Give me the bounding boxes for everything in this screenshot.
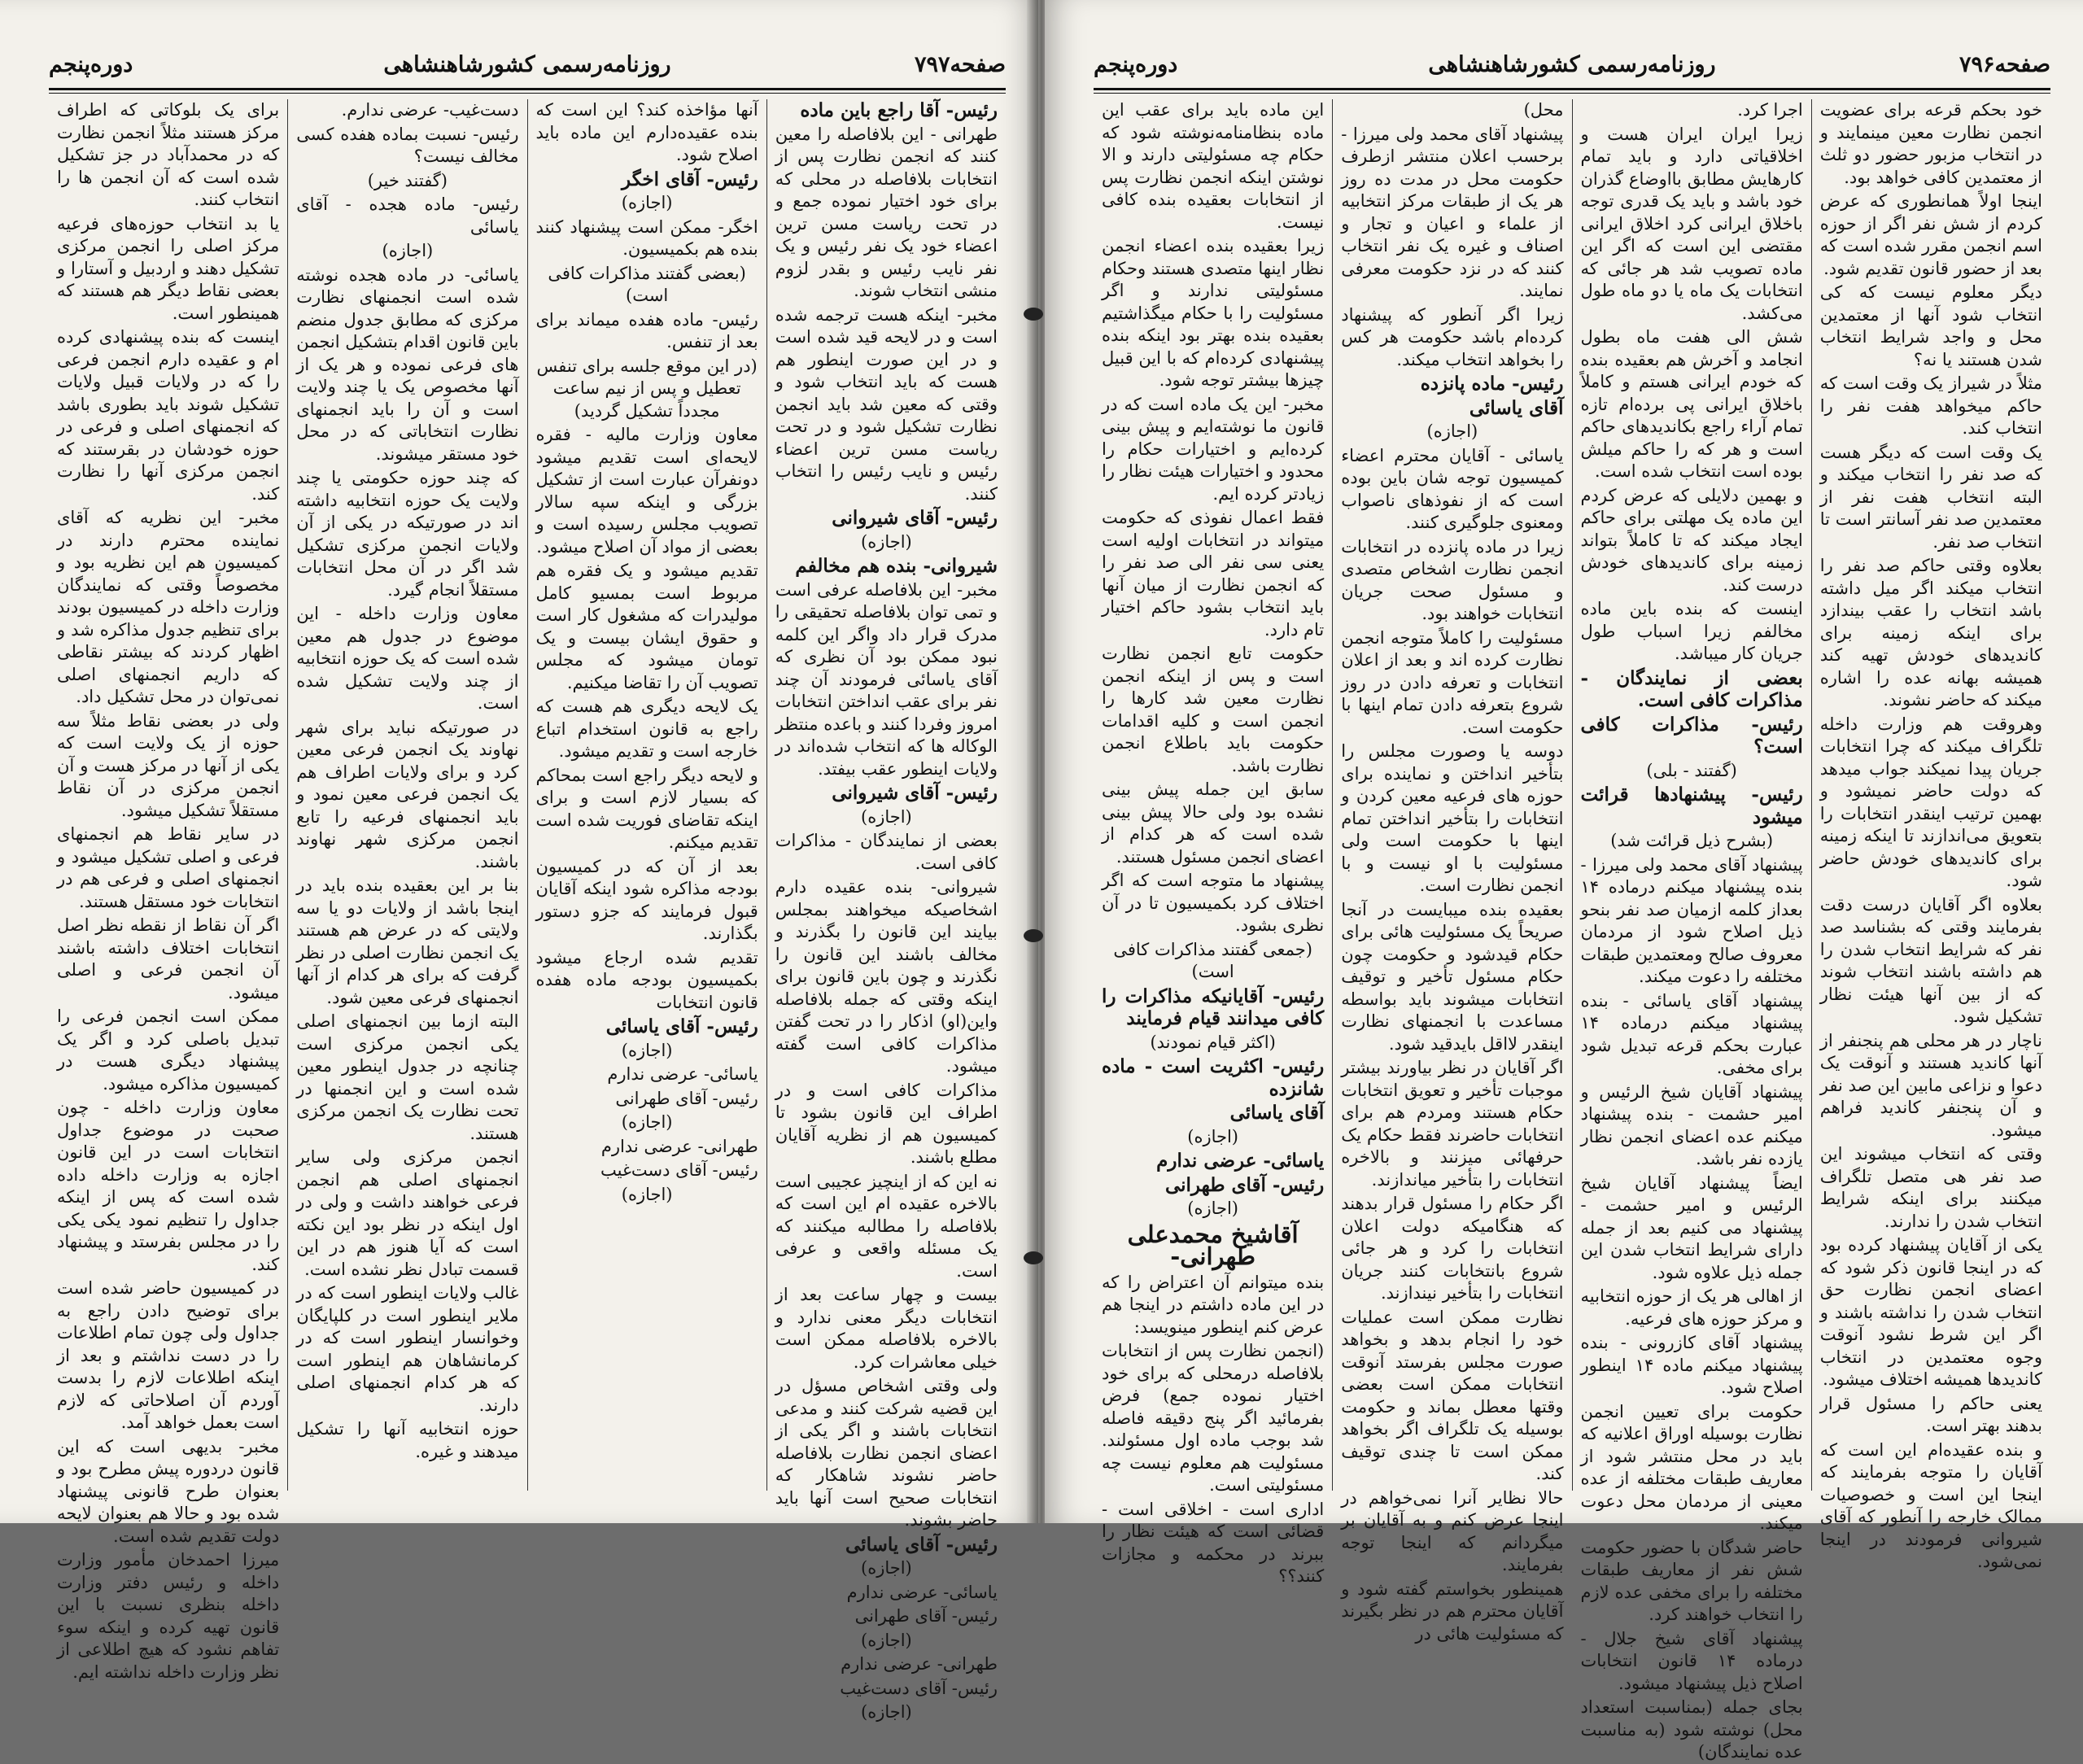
paragraph: نه این که از اینچیز عجیبی است بالاخره عقیده ام این است که بلافاصله را مطالبه میکنند که یک مسئله واقعی و عرفی است. [775,1171,998,1281]
paragraph: ایضاً پیشنهاد آقایان شیخ الرئیس و امیر حشمت - پیشنهاد می کنیم بعد از جمله دارای شرایط انتخاب شدن این جمله ذیل علاوه شود. [1580,1172,1803,1282]
paragraph: پیشنهاد ما متوجه است که اگر اختلاف کرد بکمیسیون تا در آن نظری بشود. [1102,871,1325,935]
speaker-line: رئیس- آقا راجع باین ماده [800,99,998,121]
paragraph: رئیس- آقای دست‌غیب [600,1160,758,1180]
paragraph: مخبر- این بلافاصله عرفی است و تمی توان بلافاصله تحقیقی را مدرک قرار داد واگر این کلمه نبود ممکن بود آن نظری که آقای یاسائی فرمودند آن چند نفر برای عقب انداختن انتخابات امروز وفردا کنند و باعده منتظر الوکاله ها که انتخاب شده‌اند در ولایات اینطور عقب بیفتد. [775,579,998,779]
paragraph: یک وقت است که دیگر هست که صد نفر را انتخاب میکند و البته انتخاب هفت نفر از معتمدین صد نفر آسانتر است تا انتخاب صد نفر. [1819,442,2042,552]
stage-note: (اجازه) [1187,1199,1238,1218]
paragraph: اینجا اولاً همانطوری که عرض کردم از شش نفر اگر از حوزه اسم انجمن مقرر شده است که بعد از حضور قانون تقدیم شود. [1819,191,2042,278]
text-column [287,99,526,1491]
paragraph: ممکن است انجمن فرعی را تبدیل باصلی کرد و اگر یک پیشنهاد دیگری هست در کمیسیون مذاکره میشود. [57,1006,280,1094]
paragraph: بعلاوه وقتی حاکم صد نفر را انتخاب میکند اگر میل داشته باشد انتخاب را عقب بیندازد برای اینکه زمینه برای کاندیدهای خودش تهیه کند همیشه بهانه عده را اشاره میکند که حاضر نشوند. [1819,556,2042,710]
paragraph: یک لایحه دیگری هم هست که راجع به قانون استخدام اتباع خارجه است و تقدیم میشود. [535,696,758,761]
column-grid [49,99,1006,1722]
paragraph: یاسائی - آقایان محترم اعضاء کمیسیون توجه شان باین بوده است که از نفوذهای ناصواب ومعنوی جلوگیری کنند. [1341,445,1564,532]
stage-note: (بعضی گفتند مذاکرات کافی است) [548,263,746,305]
paragraph: یاسائی- عرضی ندارم [846,1582,998,1602]
paragraph: و لایحه دیگر راجع است بمحاکم که بسیار لازم است و برای اینکه تقاضای فوریت شده است تقدیم میکنم. [535,765,758,852]
paragraph: در کمیسیون حاضر شده است برای توضیح دادن راجع به جداول ولی چون تمام اطلاعات را در دست نداشتم و بعد از اینکه اطلاعات لازم را بدست آوردم آن اصلاحاتی که لازم است بعمل خواهد آمد. [57,1278,280,1432]
paragraph: سابق این جمله پیش بینی نشده بود ولی حالا پیش بینی شده است که هر کدام از اعضای انجمن مسئول هستند. [1102,779,1325,867]
stage-note: (اجازه) [621,193,673,212]
paragraph: غالب ولایات اینطور است که در ملایر اینطور است در کلپایگان وخوانسار اینطور است که در کرمانشاهان هم اینطور است که هر کدام انجمنهای اصلی دارند. [296,1283,519,1415]
paragraph: طهرانی- عرضی ندارم [600,1136,758,1156]
page-number: صفحه۷۹۷ [914,52,1006,77]
column-grid [1094,99,2050,1762]
paragraph: رئیس- آقای طهرانی [854,1606,998,1626]
speaker-line: شیروانی- بنده هم مخالفم [795,555,998,577]
paragraph: رئیس- ماده هفده میماند برای بعد از تنفس. [535,309,758,351]
paragraph: مخبر- اینکه هست ترجمه شده است و در لایحه قید شده است و در این صورت اینطور هم هست که باید انتخاب شود و وقتی که معین شد باید انجمن نظارت تشکیل شود و در تحت ریاست مسن ترین اعضاء رئیس و نایب رئیس را انتخاب کنند. [775,304,998,504]
stage-note: (اجازه) [861,1630,912,1650]
paragraph: بعد از آن که در کمیسیون بودجه مذاکره شود اینکه آقایان قبول فرمایند که جزو دستور بگذارند. [535,856,758,943]
paragraph: طهرانی- عرضی ندارم [841,1654,998,1674]
paragraph: این ماده باید برای عقب این ماده بنظامنامه‌نوشته شود که حکام چه مسئولیتی دارند و الا نوشتن اینکه انجمن نظارت پس از انتخابات بعقیده بنده کافی نیست. [1102,100,1325,232]
paragraph: حکومت تابع انجمن نظارت است و پس از اینکه انجمن نظارت معین شد کارها را انجمن است و کلیه اقدامات حکومت باید باطلاع انجمن نظارت باشد. [1102,644,1325,775]
speaker-line: رئیس- آقای اخگر [622,168,758,190]
paragraph: رئیس- آقای طهرانی [615,1088,758,1108]
paragraph: ناچار در هر محلی هم پنجنفر از آنها کاندید هستند و آنوقت یک دعوا و نزاعی مابین این صد نفر و آن پنجنفر کاندید فراهم میشود. [1819,1030,2042,1140]
speaker-line: رئیس- آقای شیروانی [832,782,998,804]
stage-note: (گفتند خیر) [367,170,448,190]
stage-note: (جمعی گفتند مذاکرات کافی است) [1113,939,1312,981]
paragraph: دیگر معلوم نیست که کی انتخاب شود آنها از معتمدین محل و واجد شرایط انتخاب شدن هستند یا نه؟ [1819,282,2042,369]
paragraph: از اهالی هر یک از حوزه انتخابیه و مرکز حوزه های فرعیه. [1580,1286,1803,1329]
speaker-line: رئیس- مذاکرات کافی است؟ [1580,713,1803,758]
text-column [1094,99,1332,1586]
paragraph: اینست که بنده پیشنهادی کرده ام و عقیده دارم انجمن فرعی را که در ولایات قبیل ولایات تشکیل شوند باید بطوری باشد که انجمنهای اصلی و فرعی در حوزه خودشان در بقرستند که انجمن مرکزی آنها را نظارت کند. [57,327,280,504]
paragraph: طهرانی - این بلافاصله را معین کنند که انجمن نظارت پس از انتخابات بلافاصله در محلی که برای خود اختیار نموده جمع و در تحت ریاست مسن ترین اعضاء خود یک نفر رئیس و یک نفر نایب رئیس و بقدر لزوم منشی انتخاب شوند. [775,124,998,300]
speaker-line: یاسائی- عرضی ندارم [1156,1150,1325,1172]
paragraph: بنا بر این بعقیده بنده باید در اینجا باشد از ولایات دو یا سه ولایتی که در عرض هم هستند یک انجمن نظارت اصلی در نظر گرفت که برای هر کدام از آنها انجمنهای فرعی معین شود. [296,875,519,1007]
binding-mark [1024,929,1043,942]
paragraph: بعضی از نمایندگان - مذاکرات کافی است. [775,831,998,873]
stage-note: (اجازه) [621,1184,673,1204]
paragraph: مخبر- این نظریه که آقای نماینده محترم دارند در کمیسیون هم این نظریه بود و مخصوصاً وقتی که نمایندگان وزارت داخله در کمیسیون بودند برای تنظیم جدول مذاکره شد و اظهار کردند که بیشتر نقاطی که داریم انجمنهای اصلی نمی‌توان در محل تشکیل داد. [57,508,280,706]
stage-note: (اجازه) [861,531,912,552]
speaker-line: رئیس- آقایانیکه مذاکرات را کافی میدانند قیام فرمایند [1102,985,1325,1029]
paragraph: حکومت برای تعیین انجمن نظارت بوسیله اوراق اعلانیه که باید در محل منتشر شود از معاریف طبقات مختلفه از عده معینی از مردمان محل دعوت میکند. [1580,1401,1803,1533]
stage-note: (اجازه) [861,1702,912,1722]
paragraph: بعلاوه اگر آقایان درست دقت بفرمایند وقتی که بشناسد صد نفر که شرایط انتخاب شدن را هم داشته باشند انتخاب شوند که از بین آنها هیئت نظار تشکیل شود. [1819,894,2042,1026]
speaker-line: بعضی از نمایندگان - مذاکرات کافی است. [1580,666,1803,711]
paragraph: پیشنهاد آقای محمد ولی میرزا - برحسب اعلان منتشر ازطرف حکومت محل در مدت ده روز هر یک از طبقات مرکز انتخابیه از علماء و اعیان و تجار و اصناف و غیره یک نفر انتخاب کنند که در نزد حکومت معرفی نمایند. [1341,124,1564,300]
text-column [527,99,766,1491]
paragraph: زیرا بعقیده بنده اعضاء انجمن نظار اینها متصدی هستند وحکام مسئولیتی ندارند و اگر مسئولیت را با حکام میگذاشتیم بعقیده بنده بهتر بود اینکه بنده پیشنهادی کرده‌ام که با این قبیل چیزها بیشتر توجه شود. [1102,236,1325,390]
paragraph: حالا نظایر آنرا نمی‌خواهم در اینجا عرض کنم و به آقایان بر میگردانم که اینجا توجه بفرمایند. [1341,1487,1564,1574]
paragraph: دست‌غیب- عرضی ندارم. [341,100,519,120]
paragraph: محل) [1523,100,1564,120]
paragraph: اینست که بنده باین ماده مخالفم زیرا اسباب طول جریان کار میباشد. [1580,599,1803,663]
speaker-line: رئیس- پیشنهادها قرائت میشود [1580,784,1803,828]
page-number: صفحه۷۹۶ [1959,52,2050,77]
paragraph: بعقیده بنده میبایست در آنجا صریحاً یک مسئولیت هائی برای حکام قیدشود و حکومت چون حکام مسئول تأخیر و توقیف انتخابات میشوند باید بواسطه مساعدت با انجمنهای نظارت اینقدر لااقل بایدقید شود. [1341,899,1564,1054]
paragraph: معاون وزارت مالیه - فقره لایحه‌ای است تقدیم میشود دونفرآن عبارت است از تشکیل بزرگی و اینکه سپه سالار تصویب مجلس رسیده است و بعضی از مواد آن اصلاح میشود. [535,425,758,557]
speaker-line: آقای یاسائی [1469,396,1564,419]
stage-note: (در این موقع جلسه برای تنفس تعطیل و پس از نیم ساعت مجدداً تشکیل گردید) [536,356,758,421]
paragraph: معاون وزارت داخله - چون صحبت در موضوع جداول انتخابات است در این قانون اجازه به وزارت داخله داده شده است که پس از اینکه جداول را تنظیم نمود یکی یکی را در مجلس بفرستد و پیشنهاد کند. [57,1098,280,1274]
paragraph: ولی در بعضی نقاط مثلاً سه حوزه از یک ولایت است که یکی از آنها در مرکز هست و آن انجمن مرکزی در آن نقاط مستقلاً تشکیل میشود. [57,710,280,820]
text-column [1332,99,1571,1644]
paragraph: مذاکرات کافی است و در اطراف این قانون بشود تا کمیسیون هم از نظریه آقایان مطلع باشند. [775,1080,998,1167]
paragraph: آنها مؤاخذه کند؟ این است که بنده عقیده‌دار‌م این ماده باید اصلاح شود. [535,100,758,164]
stage-note: (بشرح ذیل قرائت شد) [1610,831,1774,850]
paragraph: همینطور بخواستم گفته شود و آقایان محترم هم در نظر بگیرند که مسئولیت هائی در [1341,1578,1564,1644]
paragraph: البته ازما بین انجمنهای اصلی یکی انجمن مرکزی است چنانچه در جدول اینطور معین شده است و این انجمنها در تحت نظارت یک انجمن مرکزی هستند. [296,1011,519,1143]
paragraph: مخبر- بدیهی است که این قانون دردوره پیش مطرح بود و بعنوان طرح قانونی پیشنهاد شده بود و حالا هم بعنوان لایحه دولت تقدیم شده است. [57,1436,280,1546]
text-column [1572,99,1811,1762]
paragraph: رئیس- آقای دست‌غیب [840,1678,998,1698]
paragraph: و بهمین دلایلی که عرض کردم این ماده یک مهلتی برای حاکم ایجاد میکند که تا کاملاً بتواند زمینه برای کاندیدهای خودش درست کند. [1580,485,1803,595]
paragraph: اداری است - اخلاقی است - قضائی است که هیئت نظار را ببرند در محکمه و مجازات کنند؟؟ [1102,1499,1325,1586]
paragraph: اگر آقایان در نظر بیاورند بیشتر موجبات تأخیر و تعویق انتخابات حکام هستند ومردم هم برای انتخابات حاضرند فقط حکام یک حرفهائی میزنند و بالاخره انتخابات را بتأخیر میاندازند. [1341,1058,1564,1190]
stage-note: (اجازه) [1187,1126,1238,1146]
header-rule-thin [49,93,1006,94]
paragraph: برای یک بلوکاتی که اطراف مرکز هستند مثلاً انجمن نظارت که در محمدآباد در جز تشکیل شده است که آن انجمن ها را انتخاب کنند. [57,100,280,209]
paragraph: که چند حوزه حکومتی یا چند ولایت یک حوزه انتخابیه داشته اند در صورتیکه در یکی از آن ولایات انجمن مرکزی تشکیل شد اگر در آن محل انتخابات مستقلاً انجام گیرد. [296,468,519,600]
stage-note: (اجازه) [861,1558,912,1578]
paragraph: یاسائی- در ماده هجده نوشته شده است انجمنهای نظارت مرکزی که مطابق جدول منضم باین قانون اقدام بتشکیل انجمن های فرعی نموده و هر یک از آنها مخصوص یک یا چند ولایت است و آن را باید انجمنهای نظارت انتخاباتی که در محل خود مستقر میشوند. [296,264,519,464]
paragraph: زیرا در ماده پانزده در انتخابات انجمن نظارت اشخاص متصدی و مسئول صحت جریان انتخابات خواهند بود. [1341,536,1564,623]
speaker-line: رئیس- اکثریت است - ماده شانزده [1102,1055,1325,1100]
paragraph: یکی از آقایان پیشنهاد کرده بود که در اینجا قانون ذکر شود که اعضای انجمن نظارت حق انتخاب شدن را نداشته باشند و اگر این شرط نشود آنوقت وجوه معتمدین در انتخاب کاندیدها همیشه اختلاف میشود. [1819,1235,2042,1389]
paragraph: وهروقت هم وزارت داخله تلگراف میکند که چرا انتخابات جریان پیدا نمیکند جواب میدهد که دولت حاضر نمیشود و بهمین ترتیب اینقدر انتخابات را بتعویق می‌اندازند تا اینکه زمینه برای کاندیدهای خودش حاضر شود. [1819,714,2042,890]
paragraph: یاسائی- عرضی ندارم [607,1064,758,1084]
paragraph: میرزا احمدخان مأمور وزارت داخله و رئیس دفتر وزارت داخله بنظری نسبت با این قانون تهیه کرده و اینکه سوء تفاهم نشود که هیچ اطلاعی از نظر وزارت داخله نداشته ایم. [57,1550,280,1682]
paragraph: شش الی هفت ماه بطول انجامد و آخرش هم بعقیده بنده که خودم ایرانی هستم و کاملاً باخلاق ایرانی پی برده‌ام تازه تمام آراء راجع بکاندیدهای حاکم است و هر که را حاکم میلش بوده است انتخاب شده است. [1580,327,1803,481]
paragraph: وقتی که انتخاب میشوند این صد نفر هی متصل تلگراف میکنند برای اینکه شرایط انتخاب شدن را ندارند. [1819,1144,2042,1231]
paragraph: اگر آن نقاط از نقطه نظر اصل انتخابات اختلاف داشته باشند آن انجمن فرعی و اصلی میشود. [57,915,280,1002]
paragraph: (انجمن نظارت پس از انتخابات بلافاصله درمحلی که برای خود اختیار نموده جمع) فرض بفرمائید اگر پنج دقیقه فاصله شد بوجب ماده اول مسئولند. مسئولیت هم معلوم نیست چه مسئولیتی است. [1102,1341,1325,1495]
speaker-line: رئیس- آقای طهرانی [1164,1173,1325,1196]
paragraph: معاون وزارت داخله - این موضوع در جدول هم معین شده است که یک حوزه انتخابیه از چند ولایت تشکیل شده است. [296,604,519,713]
paragraph: خود بحکم قرعه برای عضویت انجمن نظارت معین مینمایند و در انتخاب مزبور حضور دو ثلث از معتمدین کافی خواهد بود. [1819,100,2042,187]
paragraph: پیشنهاد آقای محمد ولی میرزا - بنده پیشنهاد میکنم درماده ۱۴ بعداز کلمه ازمیان صد نفر بنحو ذیل اصلاح شود از مردمان معروف صالح ومعتمدین طبقات مختلفه را دعوت میکند. [1580,854,1803,986]
paragraph: تقدیم شده ارجاع میشود بکمیسیون بودجه ماده هفده قانون انتخابات [535,947,758,1012]
left-page [0,0,1038,1722]
left-page-header [49,47,1006,86]
paragraph: یا بد انتخاب حوزه‌های فرعیه مرکز اصلی را انجمن مرکزی تشکیل دهند و اردبیل و آستارا و بعضی نقاط دیگر هم هستند که همینطور است. [57,213,280,323]
stage-note: (اجازه) [861,806,912,827]
stage-note: (اجازه) [621,1112,673,1132]
speaker-heading: آقاشیخ محمدعلی طهرانی- [1127,1220,1299,1270]
paragraph: پیشنهاد آقای یاسائی - بنده پیشنهاد میکنم درماده ۱۴ عبارت بحکم قرعه تبدیل شود برای مخفی. [1580,990,1803,1077]
paragraph: حاضر شدگان با حضور حکومت شش نفر از معاریف طبقات مختلفه را برای مخفی عده لازم را انتخاب خواهند کرد. [1580,1537,1803,1624]
paragraph: شیروانی- بنده عقیده دارم اشخاصیکه میخواهند بمجلس بیایند این قانون را بگذرند و مخالف باشند این قانون را نگذرند و چون باین قانون برای اینکه وقتی که جمله بلافاصله واین‌(او) اذکار را در تحت گفتن مذاکرات کافی است گفته میشود. [775,877,998,1076]
right-page [1045,0,2083,1762]
paragraph: ولی وقتی اشخاص مسؤل در این قضیه شرکت کنند و مدعی انتخابات باشند و اگر یکی از اعضای انجمن نظارت بلافاصله حاضر نشوند شاهکار که انتخابات صحیح است آنها باید حاضر بشوند. [775,1376,998,1530]
right-page-header [1094,47,2050,86]
paragraph: زیرا ایران ایران هست و اخلاقیاتی دارد و باید تمام کارهایش مطابق بااوضاع گذران خود باشد و باید یک قدری توجه باخلاق ایرانی کرد اخلاق ایرانی مقتضی این است که اگر این ماده تصویب شد هر جائی که انتخابات یک ماه یا دو ماه طول می‌کشد. [1580,124,1803,323]
paragraph: بیست و چهار ساعت بعد از انتخابات دیگر معنی ندارد و بالاخره بلافاصله ممکن است خیلی معاشرات کرد. [775,1285,998,1372]
header-rule [49,88,1006,90]
masthead-title: روزنامه‌رسمی کشورشاهنشاهی [1428,52,1716,77]
paragraph: زیرا اگر آنطور که پیشنهاد کرده‌ام باشد حکومت هر کس را بخواهد انتخاب میکند. [1341,304,1564,369]
paragraph: اجرا کرد. [1737,100,1803,120]
paragraph: پیشنهاد آقای شیخ جلال - درماده ۱۴ قانون انتخابات اصلاح ذیل پیشنهاد میشود. [1580,1628,1803,1693]
paragraph: پیشنهاد آقای کازرونی - بنده پیشنهاد میکنم ماده ۱۴ اینطور اصلاح شود. [1580,1333,1803,1397]
speaker-line: آقای یاسائی [1229,1102,1325,1124]
stage-note: (اجازه) [621,1040,673,1060]
text-column [766,99,1006,1722]
paragraph: رئیس- ماده هجده - آقای یاسائی [296,194,519,237]
paragraph: پیشنهاد آقایان شیخ الرئیس و امیر حشمت - بنده پیشنهاد میکنم عده اعضای انجمن نظار یازده نفر باشد. [1580,1081,1803,1168]
header-rule-thin [1094,93,2050,94]
paragraph: در سایر نقاط هم انجمنهای فرعی و اصلی تشکیل میشود و انجمنهای اصلی و فرعی هم در انتخابات خود مستقل هستند. [57,824,280,911]
masthead-title: روزنامه‌رسمی کشورشاهنشاهی [383,52,671,77]
paragraph: انجمن مرکزی ولی سایر انجمنهای اصلی هم انجمن فرعی خواهند داشت و ولی در اول اینکه در نظر بود این نکته است که آیا هنوز هم در این قسمت تبادل نظر نشده است. [296,1147,519,1279]
paragraph: دوسه یا وصورت مجلس را بتأخیر انداختن و نماینده برای حوزه های فرعیه معین کردن و انتخابات را بتأخیر انداختن تمام اینها با حکومت است ولی مسئولیت با او نیست و با انجمن نظارت است. [1341,741,1564,895]
text-column [1811,99,2050,1571]
paragraph: در صورتیکه نباید برای شهر نهاوند یک انجمن فرعی معین کرد و برای ولایات اطراف هم یک انجمن فرعی معین نمود و باید انجمنهای فرعیه را تابع انجمن مرکزی شهر نهاوند باشند. [296,717,519,871]
paragraph: فقط اعمال نفوذی که حکومت میتواند در انتخابات اولیه است یعنی سی نفر الی صد نفر را که انجمن نظارت از میان آنها باید انتخاب بشود حاکم اختیار تام دارد. [1102,508,1325,640]
paragraph: بجای جمله (بمناسبت استعداد محل) نوشته شود (به مناسبت عده نمایندگان) [1580,1697,1803,1762]
speaker-line: رئیس- آقای یاسائی [845,1533,998,1556]
stage-note: (گفتند - بلی) [1646,760,1737,780]
speaker-line: رئیس- ماده پانزده [1420,373,1564,395]
speaker-line: رئیس- آقای شیروانی [832,507,998,529]
paragraph: و بنده عقیده‌ام این است که آقایان را متوجه بفرمایند که اینجا این است و خصوصیات ممالک خارجه را آنطور که آقای شیروانی فرمودند در اینجا نمی‌شود. [1819,1439,2042,1571]
paragraph: رئیس- نسبت بماده هفده کسی مخالف نیست؟ [296,124,519,166]
paragraph: اخگر- ممکن است پیشنهاد کنند بنده هم بکمیسیون. [535,216,758,259]
paragraph: بنده میتوانم آن اعتراض را که در این ماده داشتم در اینجا هم عرض کنم اینطور مینویسد: [1102,1272,1325,1337]
series-label: دوره‌پنجم [1094,52,1178,77]
binding-mark [1024,1251,1043,1264]
paragraph: مخبر- این یک ماده است که در قانون ما نوشته‌ایم و پیش بینی کرده‌ایم و اختیارات حکام را محدود و اختیارات هیئت نظار را زیادتر کرده ایم. [1102,394,1325,504]
paragraph: نظارت ممکن است عملیات خود را انجام بدهد و بخواهد صورت مجلس بفرستد آنوقت انتخابات ممکن است بعضی وقتها معطل بماند و حکومت بوسیله یک تلگراف اگر بخواهد ممکن است تا چندی توقیف کند. [1341,1307,1564,1483]
paragraph: تقدیم میشود و یک فقره هم مربوط است بمسیو کامل مولیدرات که مشغول کار است و حقوق ایشان بیست و یک تومان میشود که مجلس تصویب آن را تقاضا میکنیم. [535,561,758,692]
paragraph: مسئولیت را کاملاً متوجه انجمن نظارت کرده اند و بعد از اعلان انتخابات و تعرفه دادن در روز شروع بتعرفه دادن تمام اینها با حکومت است. [1341,627,1564,737]
binding-mark [1024,308,1043,321]
paragraph: اگر حکام را مسئول قرار بدهند که هنگامیکه دولت اعلان انتخابات را کرد و هر جائی شروع بانتخابات کنند جریان انتخابات را بتأخیر نیندازند. [1341,1194,1564,1303]
stage-note: (اجازه) [382,241,434,260]
text-column [49,99,287,1682]
speaker-line: رئیس- آقای یاسائی [605,1015,758,1037]
series-label: دوره‌پنجم [49,52,133,77]
paragraph: یعنی حاکم را مسئول قرار بدهند بهتر است. [1819,1393,2042,1435]
paragraph: حوزه انتخابیه آنها را تشکیل میدهند و غیره. [296,1419,519,1461]
header-rule [1094,88,2050,90]
paragraph: مثلاً در شیراز یک وقت است که حاکم میخواهد هفت نفر را انتخاب کند. [1819,373,2042,438]
stage-note: (اجازه) [1426,421,1478,441]
stage-note: (اکثر قیام نمودند) [1150,1032,1276,1052]
